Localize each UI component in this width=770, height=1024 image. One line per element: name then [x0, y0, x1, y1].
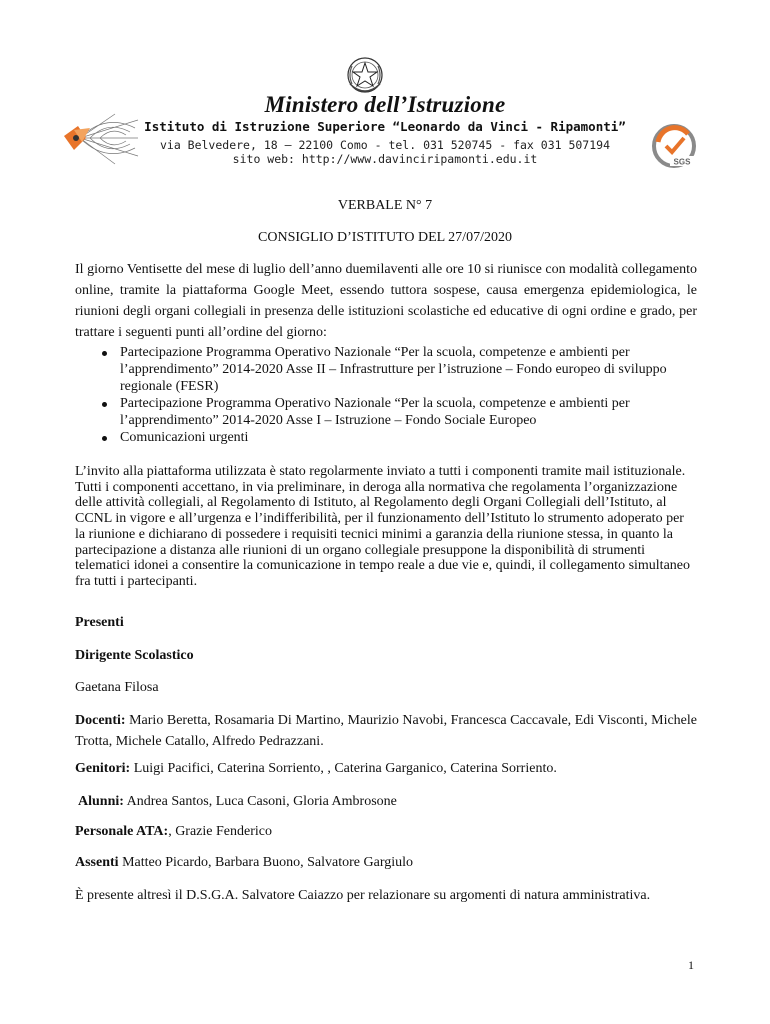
assenti-label: Assenti — [75, 855, 119, 870]
dirigente-name: Gaetana Filosa — [75, 680, 159, 695]
alunni-names: Andrea Santos, Luca Casoni, Gloria Ambrosone — [126, 794, 397, 809]
agenda-item: Comunicazioni urgenti — [100, 429, 697, 446]
invite-paragraph: L’invito alla piattaforma utilizzata è stato regolarmente inviato a tutti i componenti tramite mail istituzionale. Tutti i componenti accettano, in via preliminare, in deroga alla normativa che regolamenta l’organizzazione delle attività collegiali, al Regolamento di Istituto, al Regolamento degli Organi Collegiali dell’Istituto, al CCNL in vigore e all’urgenza e l’indifferibilità, per il funzionamento dell’Istituto lo strumento adoperato per la riunione e dichiarano di possedere i requisiti tecnici minimi a garanzia della riunione stessa, in quanto la partecipazione a distanza alle riunioni di un organo collegiale presuppone la disponibilità di strumenti telematici idonei a consentire la comunicazione in tempo reale a due vie e, quindi, il collegamento simultaneo fra tutti i partecipanti. — [75, 464, 691, 589]
personale-label: Personale ATA: — [75, 824, 169, 839]
institute-website: sito web: http://www.davinciripamonti.edu.it — [232, 152, 538, 166]
page-number: 1 — [688, 958, 694, 972]
agenda-list — [100, 344, 697, 446]
sgs-certification-logo — [650, 122, 698, 170]
agenda-item: Partecipazione Programma Operativo Nazionale “Per la scuola, competenze e ambienti per l’apprendimento” 2014-2020 Asse II – Infrastrutture per l’istruzione – Fondo europeo di sviluppo regionale (FESR) — [100, 344, 697, 395]
genitori-line — [75, 761, 697, 777]
genitori-label: Genitori: — [75, 761, 131, 776]
assenti-line — [75, 855, 697, 871]
institute-name: Istituto di Istruzione Superiore “Leonardo da Vinci - Ripamonti” — [144, 119, 626, 134]
institute-address: via Belvedere, 18 – 22100 Como - tel. 031 520745 - fax 031 507194 — [159, 138, 611, 152]
docenti-label: Docenti: — [75, 713, 126, 728]
ministry-title: Ministero dell’Istruzione — [264, 92, 506, 117]
verbale-number: VERBALE N° 7 — [337, 198, 433, 213]
genitori-names: Luigi Pacifici, Caterina Sorriento, , Caterina Garganico, Caterina Sorriento. — [133, 761, 557, 776]
agenda-item: Partecipazione Programma Operativo Nazionale “Per la scuola, competenze e ambienti per l’apprendimento” 2014-2020 Asse I – Istruzione – Fondo Sociale Europeo — [100, 395, 697, 429]
meeting-title: CONSIGLIO D’ISTITUTO DEL 27/07/2020 — [258, 230, 512, 245]
intro-paragraph: Il giorno Ventisette del mese di luglio dell’anno duemilaventi alle ore 10 si riunisce con modalità collegamento online, tramite la piattaforma Google Meet, essendo tuttora sospese, causa emergenza epidemiologica, le riunioni degli organi collegiali in presenza delle istituzioni scolastiche ed educative di ogni ordine e grado, per trattare i seguenti punti all’ordine del giorno: — [75, 262, 697, 340]
docenti-line — [75, 710, 697, 752]
personale-line — [75, 824, 697, 840]
school-logo — [60, 108, 140, 170]
alunni-label: Alunni: — [78, 794, 124, 809]
sgs-logo-text: SGS — [673, 157, 691, 167]
personale-names: , Grazie Fenderico — [168, 824, 272, 839]
dirigente-heading: Dirigente Scolastico — [75, 648, 194, 663]
dsga-paragraph: È presente altresì il D.S.G.A. Salvatore Caiazzo per relazionare su argomenti di natura amministrativa. — [75, 888, 651, 903]
presenti-heading: Presenti — [75, 615, 124, 630]
assenti-names: Matteo Picardo, Barbara Buono, Salvatore Gargiulo — [122, 855, 414, 870]
alunni-line — [78, 794, 700, 810]
italian-republic-emblem-icon — [344, 54, 386, 96]
docenti-names: Mario Beretta, Rosamaria Di Martino, Maurizio Navobi, Francesca Caccavale, Edi Visconti, Michele Trotta, Michele Catallo, Alfredo Pedrazzani. — [75, 713, 697, 749]
